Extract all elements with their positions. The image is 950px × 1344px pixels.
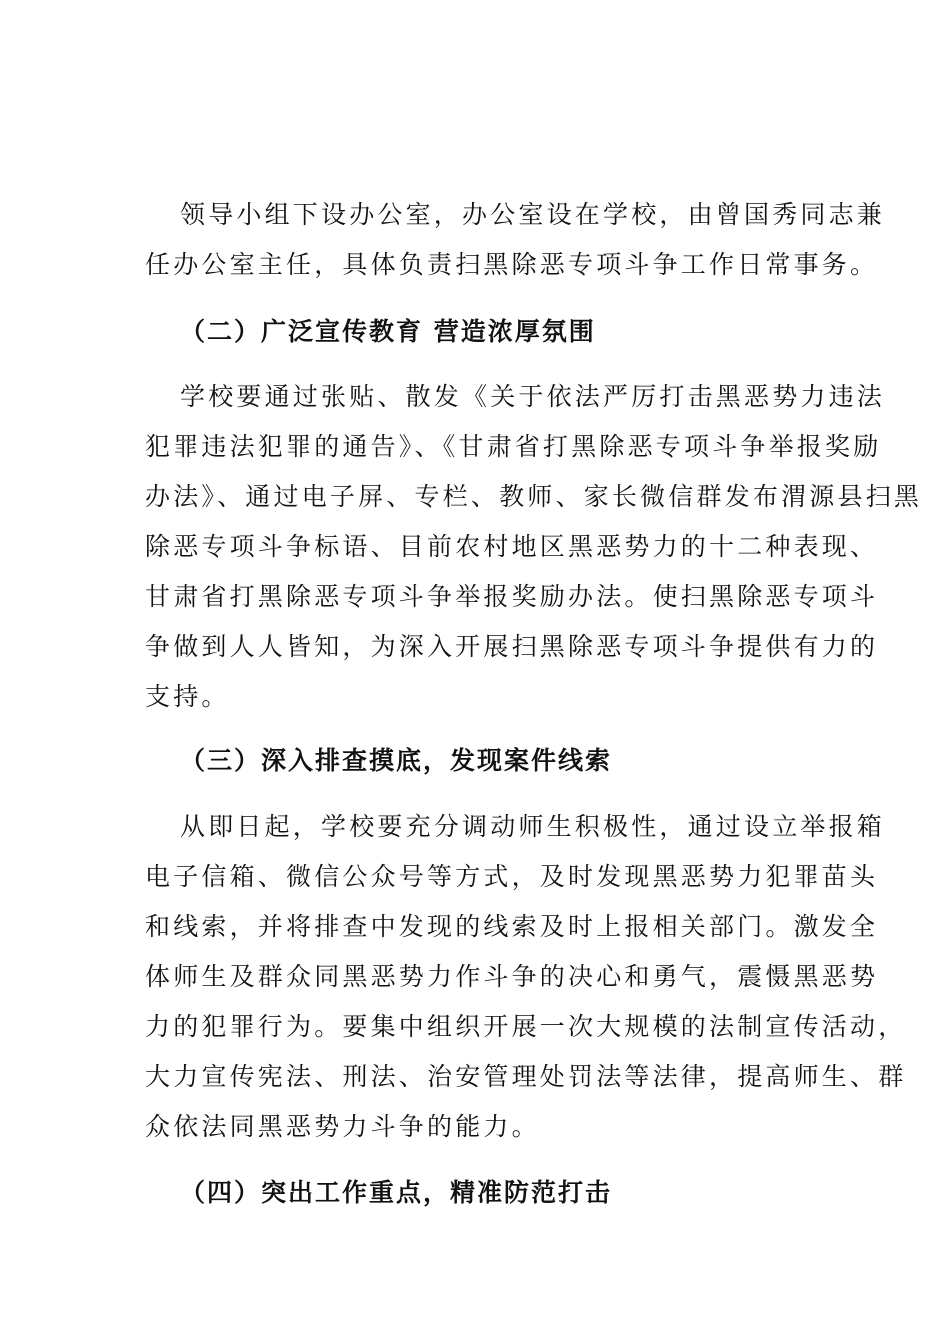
paragraph-line: 任办公室主任，具体负责扫黑除恶专项斗争工作日常事务。 [145, 250, 879, 279]
paragraph-line: 电子信箱、微信公众号等方式，及时发现黑恶势力犯罪苗头 [145, 862, 879, 891]
paragraph-line: 体师生及群众同黑恶势力作斗争的决心和勇气，震慑黑恶势 [145, 962, 879, 991]
section-heading-3: （三）深入排查摸底，发现案件线索 [180, 746, 613, 775]
section-heading-4: （四）突出工作重点，精准防范打击 [180, 1178, 613, 1207]
paragraph-line: 除恶专项斗争标语、目前农村地区黑恶势力的十二种表现、 [145, 532, 879, 561]
paragraph-line: 领导小组下设办公室，办公室设在学校，由曾国秀同志兼 [180, 200, 886, 229]
paragraph-line: 办法》、通过电子屏、专栏、教师、家长微信群发布渭源县扫黑 [145, 482, 923, 511]
paragraph-line: 大力宣传宪法、刑法、治安管理处罚法等法律，提高师生、群 [145, 1062, 907, 1091]
paragraph-line: 争做到人人皆知，为深入开展扫黑除恶专项斗争提供有力的 [145, 632, 879, 661]
paragraph-line: 支持。 [145, 682, 230, 711]
paragraph-line: 学校要通过张贴、散发《关于依法严厉打击黑恶势力违法 [180, 382, 886, 411]
paragraph-line: 力的犯罪行为。要集中组织开展一次大规模的法制宣传活动， [145, 1012, 907, 1041]
paragraph-line: 众依法同黑恶势力斗争的能力。 [145, 1112, 540, 1141]
section-heading-2: （二）广泛宣传教育 营造浓厚氛围 [180, 317, 596, 346]
paragraph-line: 甘肃省打黑除恶专项斗争举报奖励办法。使扫黑除恶专项斗 [145, 582, 879, 611]
paragraph-line: 和线索，并将排查中发现的线索及时上报相关部门。激发全 [145, 912, 879, 941]
paragraph-line: 从即日起，学校要充分调动师生积极性，通过设立举报箱 [180, 812, 886, 841]
paragraph-line: 犯罪违法犯罪的通告》、《甘肃省打黑除恶专项斗争举报奖励 [145, 432, 882, 461]
